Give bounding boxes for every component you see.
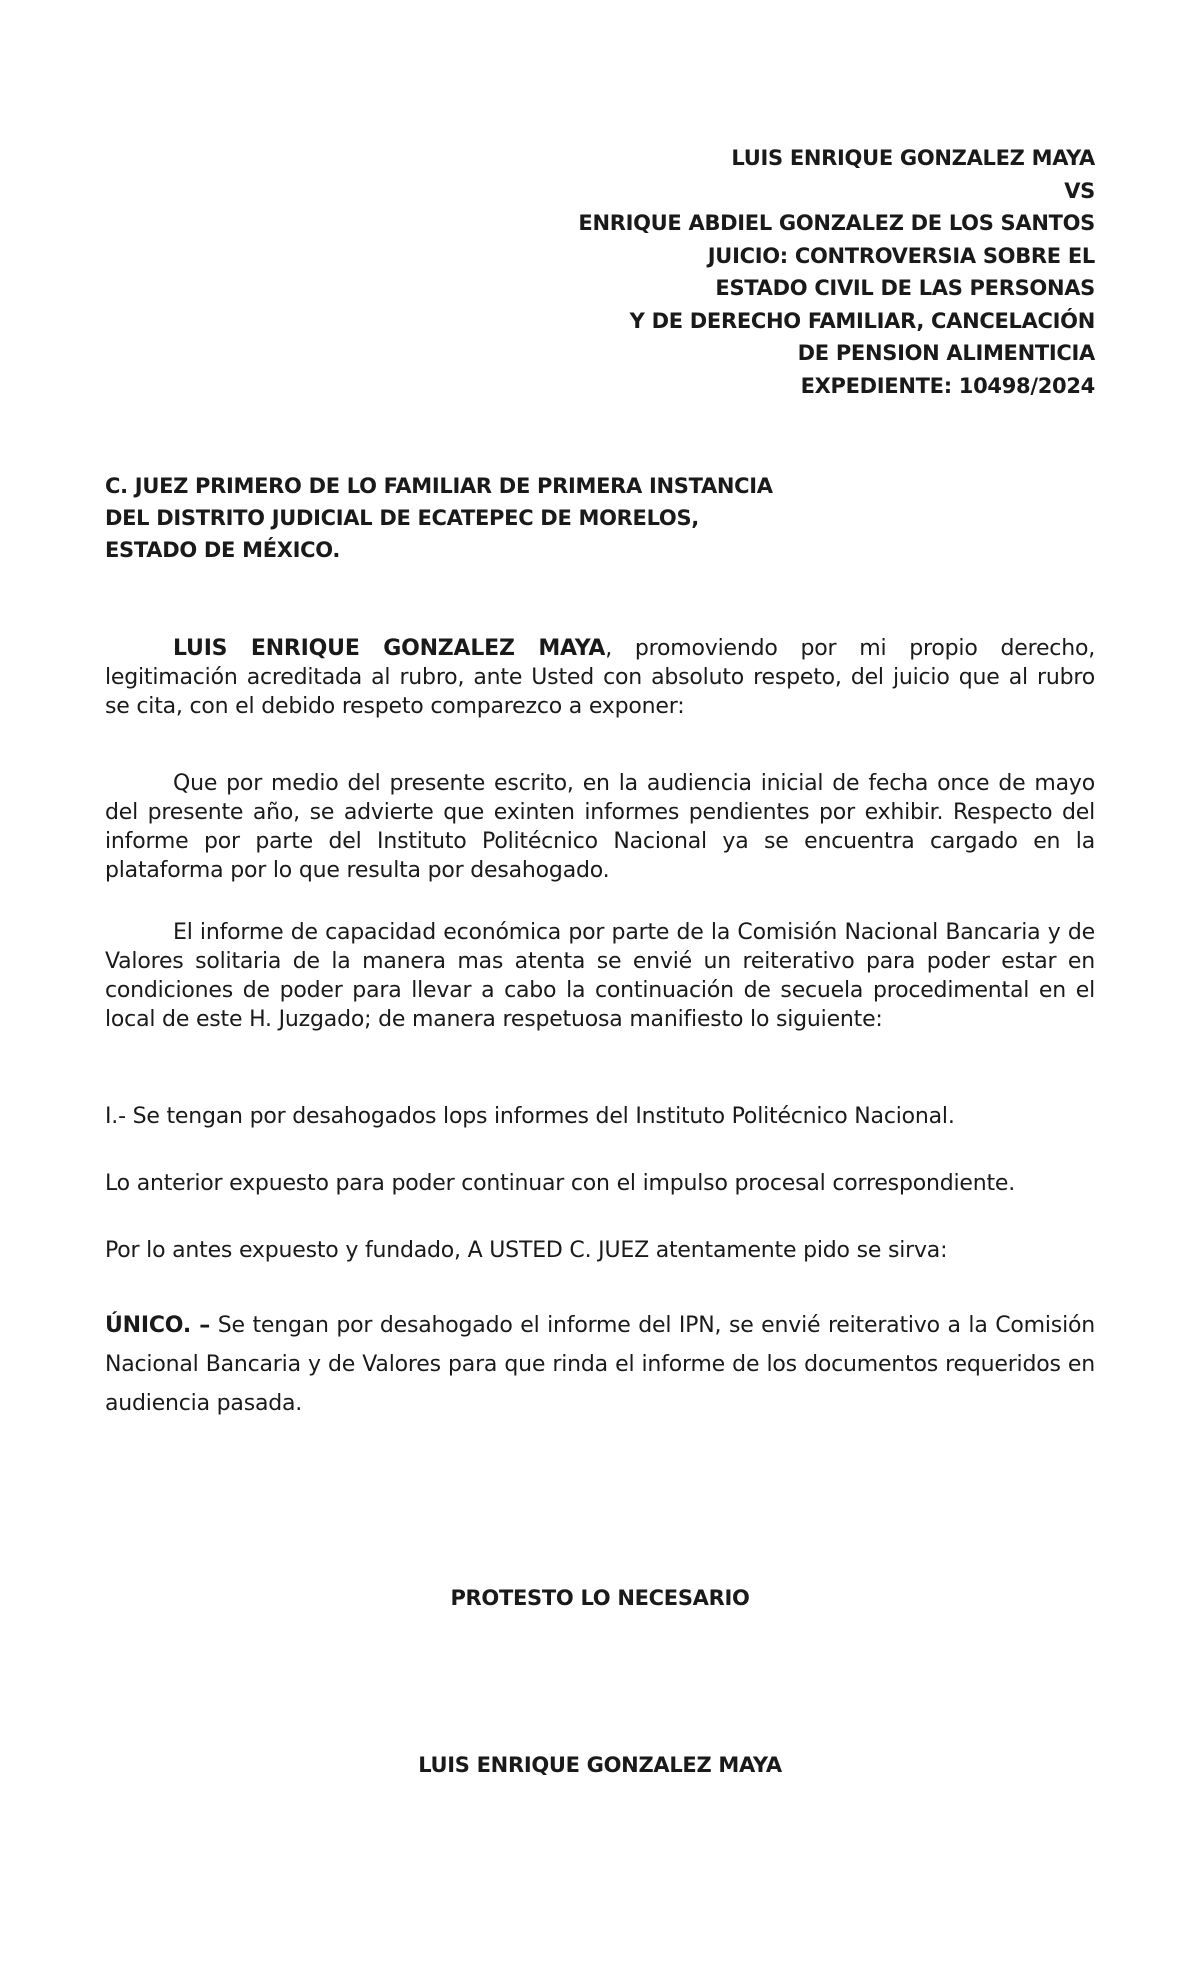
- paragraph-5: Por lo antes expuesto y fundado, A USTED C. JUEZ atentamente pido se sirva:: [105, 1238, 948, 1263]
- header-line-trial-3: Y DE DERECHO FAMILIAR, CANCELACIÓN: [629, 308, 1095, 333]
- addressee-block: [105, 470, 773, 566]
- header-line-trial: JUICIO: CONTROVERSIA SOBRE EL: [707, 243, 1095, 268]
- paragraph-1: Que por medio del presente escrito, en la audiencia inicial de fecha once de mayo del presente año, se advierte que exinten informes pendientes por exhibir. Respecto del informe por parte del Instituto Politécnico Nacional ya se encuentra cargado en la plataforma por lo que resulta por desahogado.: [105, 771, 1095, 883]
- paragraph-2: El informe de capacidad económica por parte de la Comisión Nacional Bancaria y de Valores solitaria de la manera mas atenta se envié un reiterativo para poder estar en condiciones de poder para llevar a cabo la continuación de secuela procedimental en el local de este H. Juzgado; de manera respetuosa manifiesto lo siguiente:: [105, 920, 1095, 1032]
- petition-text: Se tengan por desahogado el informe del IPN, se envié reiterativo a la Comisión Nacional Bancaria y de Valores para que rinda el informe de los documentos requeridos en audiencia pasada.: [105, 1313, 1095, 1416]
- header-line-vs: VS: [1064, 178, 1095, 203]
- case-header: [578, 142, 1095, 402]
- header-line-trial-4: DE PENSION ALIMENTICIA: [797, 341, 1095, 365]
- paragraph-3: I.- Se tengan por desahogados lops informes del Instituto Politécnico Nacional.: [105, 1104, 955, 1129]
- petition-paragraph: [105, 1306, 1095, 1423]
- paragraph-4: Lo anterior expuesto para poder continuar con el impulso procesal correspondiente.: [105, 1171, 1016, 1196]
- header-line-plaintiff: LUIS ENRIQUE GONZALEZ MAYA: [731, 146, 1095, 170]
- addressee-line-1: C. JUEZ PRIMERO DE LO FAMILIAR DE PRIMERA INSTANCIA: [105, 474, 773, 498]
- signature-name: LUIS ENRIQUE GONZALEZ MAYA: [418, 1753, 782, 1777]
- header-line-file-number: EXPEDIENTE: 10498/2024: [800, 373, 1095, 398]
- header-line-defendant: ENRIQUE ABDIEL GONZALEZ DE LOS SANTOS: [578, 211, 1095, 235]
- addressee-line-3: ESTADO DE MÉXICO.: [105, 538, 341, 562]
- addressee-line-2: DEL DISTRITO JUDICIAL DE ECATEPEC DE MORELOS,: [105, 506, 699, 530]
- header-line-trial-2: ESTADO CIVIL DE LAS PERSONAS: [715, 276, 1095, 300]
- intro-paragraph: [105, 634, 1095, 721]
- protesto-line: PROTESTO LO NECESARIO: [450, 1586, 750, 1610]
- intro-rest: , promoviendo por mi propio derecho, legitimación acreditada al rubro, ante Usted con absoluto respeto, del juicio que al rubro se cita, con el debido respeto comparezco a exponer:: [105, 636, 1095, 719]
- petition-label: ÚNICO. –: [105, 1313, 211, 1338]
- intro-name: LUIS ENRIQUE GONZALEZ MAYA: [173, 636, 606, 661]
